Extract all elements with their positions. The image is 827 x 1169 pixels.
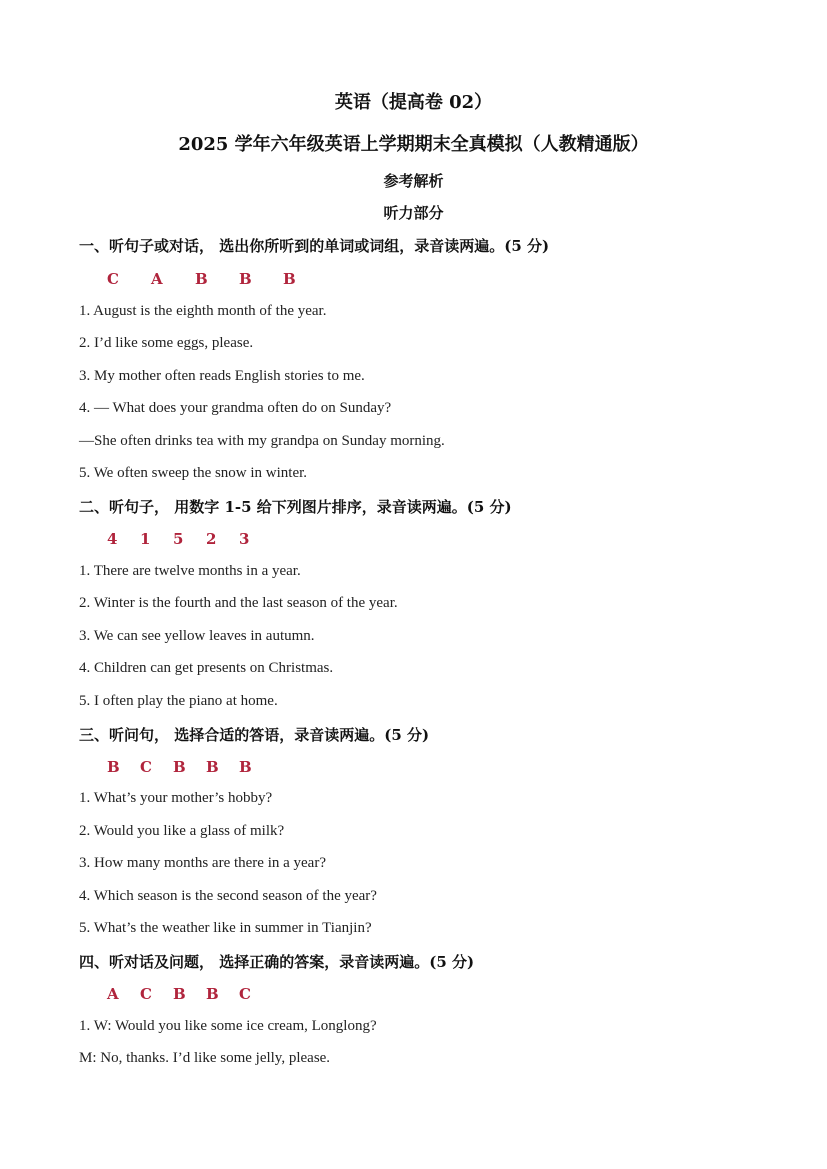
answer: 3 [239, 530, 250, 548]
transcript-line: 1. August is the eighth month of the year. [79, 303, 327, 319]
transcript-line: 3. How many months are there in a year? [79, 855, 326, 871]
answer: 4 [107, 530, 118, 548]
section-1-heading: 一、听句子或对话， 选出你所听到的单词或词组，录音读两遍。(5 分) [79, 237, 550, 255]
transcript-line: 4. — What does your grandma often do on Sunday? [79, 400, 392, 416]
answer: A [107, 985, 119, 1003]
transcript-line: 1. What’s your mother’s hobby? [79, 790, 273, 806]
transcript-line: 1. W: Would you like some ice cream, Longlong? [79, 1018, 377, 1034]
answer: B [107, 758, 120, 776]
answer: 5 [173, 530, 184, 548]
section-3-answers [107, 758, 272, 776]
answer: B [195, 270, 208, 288]
answer: A [151, 270, 163, 288]
answer: B [173, 985, 186, 1003]
transcript-line: 4. Children can get presents on Christmas. [79, 660, 334, 676]
answer: C [107, 270, 119, 288]
section-2-answers [107, 530, 272, 548]
transcript-line: 3. My mother often reads English stories to me. [79, 368, 365, 384]
answer: C [140, 985, 152, 1003]
answer: B [239, 758, 252, 776]
answer: B [283, 270, 296, 288]
answer: B [206, 985, 219, 1003]
transcript-line: 2. Would you like a glass of milk? [79, 823, 285, 839]
paper-title: 英语（提高卷 02） [334, 92, 493, 113]
transcript-line: 5. We often sweep the snow in winter. [79, 465, 308, 481]
transcript-line: 2. I’d like some eggs, please. [79, 335, 254, 351]
transcript-line: 3. We can see yellow leaves in autumn. [79, 628, 315, 644]
section-3-heading: 三、听问句， 选择合适的答语，录音读两遍。(5 分) [79, 726, 430, 744]
transcript-line: M: No, thanks. I’d like some jelly, please. [79, 1050, 331, 1066]
transcript-line: 2. Winter is the fourth and the last season of the year. [79, 595, 398, 611]
section-1-answers [107, 270, 327, 288]
transcript-line: 5. I often play the piano at home. [79, 693, 278, 709]
answer: C [239, 985, 251, 1003]
section-2-heading: 二、听句子， 用数字 1-5 给下列图片排序，录音读两遍。(5 分) [79, 498, 512, 516]
section-4-heading: 四、听对话及问题， 选择正确的答案，录音读两遍。(5 分) [79, 953, 475, 971]
answer: B [239, 270, 252, 288]
paper-subtitle: 2025 学年六年级英语上学期期末全真模拟（人教精通版） [178, 134, 649, 155]
answer: C [140, 758, 152, 776]
transcript-line: 5. What’s the weather like in summer in Tianjin? [79, 920, 372, 936]
listening-part-heading: 听力部分 [383, 204, 444, 222]
transcript-line: —She often drinks tea with my grandpa on Sunday morning. [79, 433, 445, 449]
answer: 2 [206, 530, 217, 548]
transcript-line: 4. Which season is the second season of the year? [79, 888, 377, 904]
answer: B [206, 758, 219, 776]
answer: 1 [140, 530, 151, 548]
reference-heading: 参考解析 [383, 172, 444, 190]
transcript-line: 1. There are twelve months in a year. [79, 563, 301, 579]
answer: B [173, 758, 186, 776]
section-4-answers [107, 985, 272, 1003]
